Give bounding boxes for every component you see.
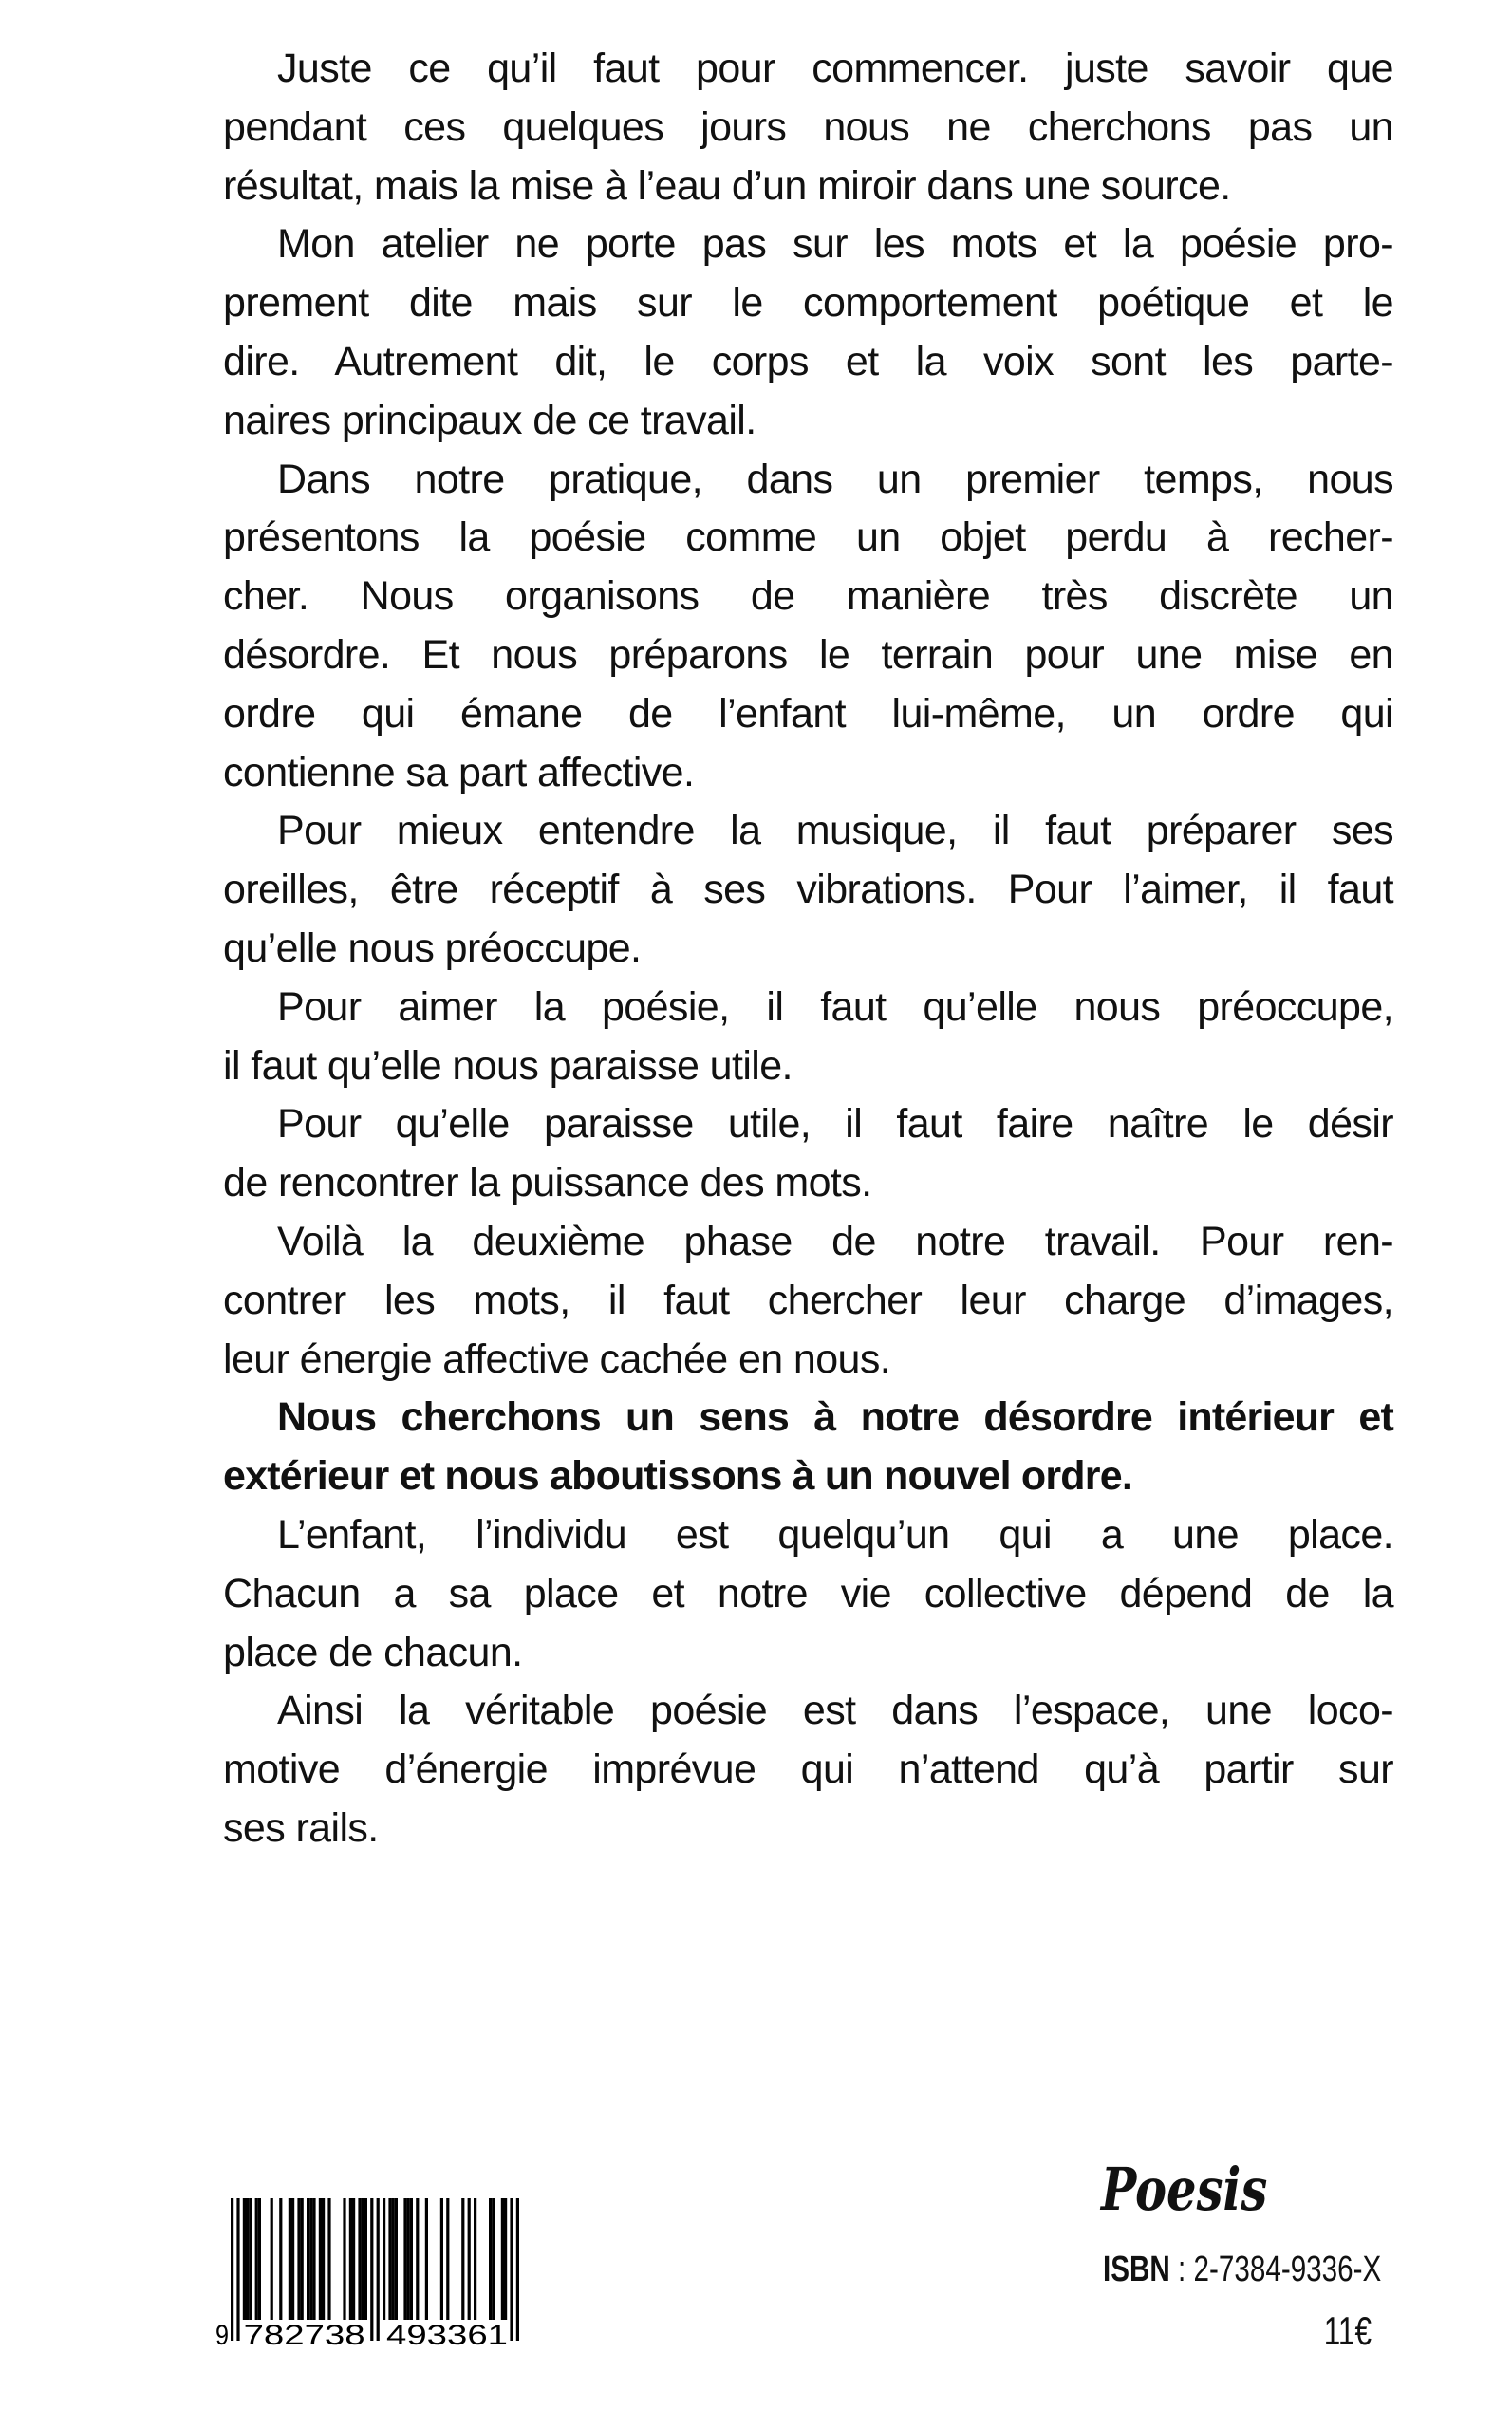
text-line: pendant ces quelques jours nous ne cherchons pas un: [223, 103, 1393, 150]
text-line: Pour aimer la poésie, il faut qu’elle nous préoccupe,: [277, 983, 1393, 1030]
text-line: Juste ce qu’il faut pour commencer. juste savoir que: [277, 46, 1393, 91]
barcode-bar: [362, 2198, 364, 2320]
barcode-bar: [383, 2198, 385, 2320]
text-line: résultat, mais la mise à l’eau d’un miroir dans une source.: [223, 162, 1231, 209]
isbn-value: 2-7384-9336-X: [1193, 2250, 1382, 2289]
barcode-bar: [370, 2198, 373, 2341]
isbn-label: ISBN: [1103, 2250, 1170, 2289]
barcode-bar: [291, 2198, 294, 2320]
paragraph: [223, 1213, 1393, 1389]
barcode-bar: [349, 2198, 352, 2320]
barcode-bar: [307, 2198, 309, 2320]
barcode-bar: [410, 2198, 413, 2320]
barcode-bar: [312, 2198, 315, 2320]
text-line: Chacun a sa place et notre vie collective dépend de la: [223, 1570, 1393, 1616]
text-line: Nous cherchons un sens à notre désordre intérieur et: [277, 1394, 1393, 1441]
isbn-separator: :: [1169, 2250, 1194, 2289]
barcode-bar: [388, 2198, 391, 2320]
barcode-bar: [468, 2198, 471, 2320]
text-line: leur énergie affective cachée en nous.: [223, 1335, 891, 1382]
barcode-bar: [231, 2198, 233, 2341]
barcode-bar: [255, 2198, 258, 2320]
text-line: dire. Autrement dit, le corps et la voix sont les parte-: [223, 338, 1393, 384]
publisher-logo: Poesis: [1101, 2155, 1268, 2224]
text-line: motive d’énergie imprévue qui n’attend qu’à partir sur: [223, 1746, 1393, 1793]
text-line: naires principaux de ce travail.: [223, 397, 756, 443]
text-line: qu’elle nous préoccupe.: [223, 924, 642, 971]
barcode-bar: [395, 2198, 398, 2320]
barcode-bar: [377, 2198, 380, 2341]
paragraph: [223, 215, 1393, 450]
barcode-digits: 9: [215, 2320, 229, 2348]
text-line: place de chacun.: [223, 1629, 523, 1675]
barcode-bar: [489, 2198, 492, 2320]
barcode-bar: [501, 2198, 504, 2320]
barcode-bar: [352, 2198, 355, 2320]
text-line: ordre qui émane de l’enfant lui-même, un ordre qui: [223, 690, 1393, 737]
text-line: de rencontrer la puissance des mots.: [223, 1160, 872, 1206]
barcode-digits: 782738: [243, 2320, 365, 2348]
text-line: Mon atelier ne porte pas sur les mots et la poésie pro-: [277, 221, 1393, 268]
isbn: [1103, 2250, 1381, 2290]
barcode-bar: [407, 2198, 410, 2320]
text-line: prement dite mais sur le comportement poétique et le: [223, 280, 1393, 327]
text-line: L’enfant, l’individu est quelqu’un qui a une place.: [277, 1511, 1393, 1558]
barcode-bar: [327, 2198, 330, 2320]
paragraph: [223, 451, 1393, 803]
barcode-bar: [243, 2198, 246, 2320]
text-line: extérieur et nous aboutissons à un nouvel ordre.: [223, 1453, 1132, 1500]
barcode-bar: [416, 2198, 419, 2320]
barcode-bar: [446, 2198, 449, 2320]
paragraph: [223, 979, 1393, 1096]
text-line: présentons la poésie comme un objet perdu à recher-: [223, 514, 1393, 561]
barcode-bar: [504, 2198, 507, 2320]
text-line: Dans notre pratique, dans un premier temps, nous: [277, 456, 1393, 502]
barcode-bar: [403, 2198, 406, 2320]
barcode-bar: [246, 2198, 249, 2320]
paragraph: [223, 1506, 1393, 1682]
text-line: oreilles, être réceptif à ses vibrations. Pour l’aimer, il faut: [223, 867, 1393, 913]
barcode-bar: [258, 2198, 261, 2320]
barcode-bar: [319, 2198, 322, 2320]
price: 11€: [1323, 2308, 1372, 2353]
paragraph: [223, 1095, 1393, 1213]
barcode-bar: [271, 2198, 273, 2320]
barcode-bar: [249, 2198, 252, 2320]
paragraph: [223, 802, 1393, 978]
barcode-bar: [279, 2198, 282, 2320]
paragraph: [223, 40, 1393, 215]
back-cover-text: [223, 40, 1393, 1858]
paragraph: [223, 1682, 1393, 1858]
barcode: [214, 2196, 527, 2348]
barcode-bar: [492, 2198, 495, 2320]
barcode-bar: [474, 2198, 476, 2320]
barcode-bar: [301, 2198, 304, 2320]
barcode-bar: [309, 2198, 312, 2320]
barcode-bar: [425, 2198, 428, 2320]
barcode-bar: [297, 2198, 300, 2320]
text-line: Pour qu’elle paraisse utile, il faut faire naître le désir: [277, 1101, 1393, 1148]
text-line: contrer les mots, il faut chercher leur charge d’images,: [223, 1277, 1393, 1323]
barcode-bar: [343, 2198, 345, 2320]
text-line: ses rails.: [223, 1804, 379, 1851]
text-line: contienne sa part affective.: [223, 749, 695, 795]
text-line: Pour mieux entendre la musique, il faut préparer ses: [277, 808, 1393, 854]
barcode-bar: [461, 2198, 464, 2320]
text-line: Voilà la deuxième phase de notre travail. Pour ren-: [277, 1218, 1393, 1264]
bold-paragraph: [223, 1389, 1393, 1506]
barcode-bar: [289, 2198, 291, 2320]
text-line: Ainsi la véritable poésie est dans l’espace, une loco-: [277, 1688, 1393, 1734]
barcode-bar: [510, 2198, 513, 2341]
text-line: cher. Nous organisons de manière très discrète un: [223, 573, 1393, 620]
barcode-bar: [440, 2198, 443, 2320]
text-line: désordre. Et nous préparons le terrain pour une mise en: [223, 631, 1393, 678]
barcode-bar: [392, 2198, 395, 2320]
barcode-bar: [322, 2198, 325, 2320]
barcode-bar: [364, 2198, 367, 2320]
barcode-bar: [236, 2198, 239, 2341]
barcode-digits: 493361: [386, 2320, 508, 2348]
barcode-bar: [358, 2198, 361, 2320]
barcode-bar: [516, 2198, 519, 2341]
text-line: il faut qu’elle nous paraisse utile.: [223, 1042, 793, 1089]
